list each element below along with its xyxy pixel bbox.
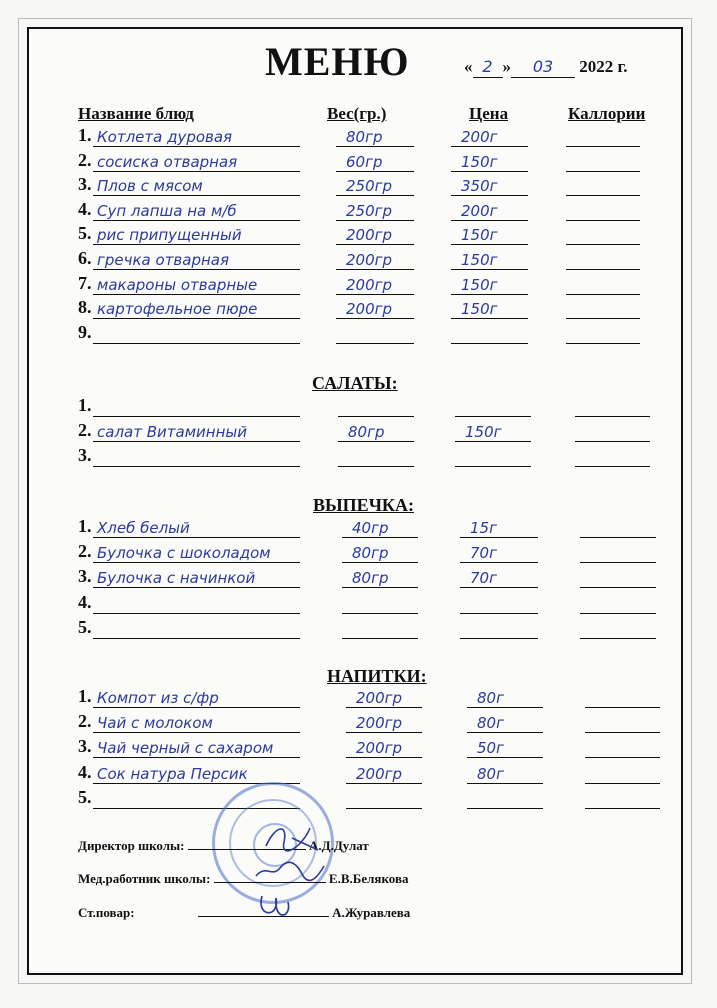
cook-signature-mark	[252, 888, 302, 928]
dish-weight: 200гр	[356, 689, 403, 707]
row-number: 2.	[78, 541, 92, 562]
menu-row	[0, 199, 717, 223]
calories-blank	[585, 707, 660, 708]
dish-price: 200г	[461, 128, 498, 146]
calories-blank	[580, 587, 656, 588]
calories-blank	[585, 757, 660, 758]
date-month: 03	[532, 57, 554, 76]
dish-name: гречка отварная	[97, 251, 230, 269]
dish-price: 350г	[461, 177, 498, 196]
row-number: 1.	[78, 395, 92, 415]
signature-role: Директор школы:	[78, 838, 185, 853]
header-dish: Название блюд	[78, 104, 194, 123]
row-number: 5.	[78, 786, 92, 807]
dish-name: Суп лапша на м/б	[97, 201, 237, 220]
date-year: 2022 г.	[579, 57, 628, 76]
dish-name: Булочка с начинкой	[97, 569, 256, 588]
dish-price: 80г	[477, 689, 504, 707]
dish-price: 15г	[470, 519, 497, 537]
row-number: 4.	[78, 198, 92, 219]
calories-blank	[566, 343, 640, 344]
signature-name: Е.В.Белякова	[328, 871, 409, 886]
menu-row	[0, 762, 717, 786]
calories-blank	[585, 783, 660, 784]
calories-blank	[566, 294, 640, 295]
calories-blank	[566, 318, 640, 319]
dish-weight: 80гр	[346, 128, 383, 146]
menu-row	[0, 248, 717, 272]
menu-date	[464, 57, 628, 78]
menu-row	[0, 686, 717, 710]
row-number: 3.	[78, 174, 92, 195]
menu-row	[0, 445, 717, 469]
salads-title: САЛАТЫ:	[312, 373, 398, 393]
dish-name: Котлета дуровая	[97, 128, 233, 146]
calories-blank	[585, 732, 660, 733]
row-number: 6.	[78, 248, 92, 268]
dish-weight: 60гр	[346, 152, 383, 171]
row-number: 4.	[78, 591, 92, 612]
dish-weight: 200гр	[356, 764, 403, 783]
date-day: 2	[482, 57, 493, 76]
bakery-title: ВЫПЕЧКА:	[313, 495, 414, 515]
menu-row	[0, 174, 717, 198]
dish-weight: 200гр	[356, 714, 403, 733]
dish-name: рис припущенный	[97, 226, 242, 245]
signature-medic	[78, 871, 408, 887]
row-number: 5.	[78, 616, 92, 637]
signature-cook	[78, 905, 410, 921]
row-number: 4.	[78, 761, 92, 782]
dish-price: 150г	[461, 226, 498, 245]
dish-weight: 80гр	[352, 569, 389, 588]
dish-name: Хлеб белый	[97, 519, 190, 537]
dish-price: 80г	[477, 764, 504, 783]
calories-blank	[566, 171, 640, 172]
menu-row	[0, 273, 717, 297]
dish-price: 80г	[477, 714, 504, 733]
calories-blank	[580, 638, 656, 639]
dish-price: 150г	[461, 152, 498, 171]
dish-price: 50г	[477, 739, 504, 758]
menu-row	[0, 592, 717, 616]
menu-row	[0, 617, 717, 641]
signature-name: А.Журавлева	[332, 905, 411, 920]
director-signature-mark	[258, 818, 328, 858]
menu-row	[0, 541, 717, 565]
drinks-title: НАПИТКИ:	[327, 666, 427, 686]
dish-name: Чай с молоком	[97, 714, 213, 733]
signature-name: А.Д.Дулат	[309, 838, 369, 853]
dish-price: 150г	[461, 251, 498, 269]
dish-price: 70г	[470, 569, 497, 588]
calories-blank	[566, 220, 640, 221]
dish-name: Чай черный с сахаром	[97, 739, 274, 758]
menu-row	[0, 125, 717, 149]
dish-name: картофельное пюре	[97, 300, 258, 319]
dish-weight: 200гр	[346, 275, 393, 294]
menu-row	[0, 420, 717, 444]
signature-role: Мед.работник школы:	[78, 871, 211, 886]
menu-row	[0, 395, 717, 419]
dish-weight: 200гр	[346, 300, 393, 319]
dish-weight: 250гр	[346, 201, 393, 220]
menu-row	[0, 566, 717, 590]
medic-signature-mark	[250, 856, 330, 886]
calories-blank	[575, 441, 650, 442]
row-number: 9.	[78, 321, 92, 342]
row-number: 8.	[78, 297, 92, 318]
header-weight: Вес(гр.)	[327, 104, 387, 123]
dish-weight: 200гр	[356, 739, 403, 758]
header-price: Цена	[469, 104, 509, 123]
signature-role: Ст.повар:	[78, 905, 135, 920]
dish-price: 150г	[461, 275, 498, 294]
calories-blank	[580, 537, 656, 538]
date-open-quote: «	[464, 57, 473, 76]
row-number: 5.	[78, 223, 92, 244]
dish-price: 150г	[465, 423, 502, 441]
dish-name: Сок натура Персик	[97, 764, 248, 783]
row-number: 3.	[78, 736, 92, 757]
header-calories: Каллории	[568, 104, 646, 123]
row-number: 2.	[78, 711, 92, 732]
calories-blank	[580, 613, 656, 614]
dish-name: макароны отварные	[97, 275, 258, 294]
menu-row	[0, 150, 717, 174]
calories-blank	[575, 416, 650, 417]
dish-price: 200г	[461, 201, 498, 220]
menu-title: МЕНЮ	[265, 39, 410, 84]
dish-weight: 80гр	[348, 423, 385, 441]
dish-weight: 250гр	[346, 177, 393, 196]
dish-name: Булочка с шоколадом	[97, 544, 271, 563]
calories-blank	[566, 269, 640, 270]
row-number: 3.	[78, 445, 92, 465]
row-number: 1.	[78, 516, 92, 536]
dish-price: 70г	[470, 544, 497, 563]
dish-name: салат Витаминный	[97, 423, 247, 441]
calories-blank	[566, 244, 640, 245]
menu-row	[0, 787, 717, 811]
row-number: 2.	[78, 149, 92, 170]
dish-weight: 200гр	[346, 226, 393, 245]
dish-weight: 40гр	[352, 519, 389, 537]
dish-name: сосиска отварная	[97, 152, 238, 171]
calories-blank	[585, 808, 660, 809]
dish-name: Плов с мясом	[97, 177, 203, 196]
menu-row	[0, 223, 717, 247]
menu-row	[0, 711, 717, 735]
calories-blank	[580, 562, 656, 563]
date-close-quote: »	[502, 57, 511, 76]
row-number: 2.	[78, 420, 92, 440]
menu-row	[0, 736, 717, 760]
calories-blank	[566, 146, 640, 147]
row-number: 3.	[78, 566, 92, 587]
dish-weight: 200гр	[346, 251, 393, 269]
dish-name: Компот из с/фр	[97, 689, 219, 707]
menu-row	[0, 516, 717, 540]
dish-price: 150г	[461, 300, 498, 319]
row-number: 7.	[78, 272, 92, 293]
row-number: 1.	[78, 686, 92, 706]
menu-row	[0, 297, 717, 321]
row-number: 1.	[78, 125, 92, 145]
calories-blank	[566, 195, 640, 196]
menu-row	[0, 322, 717, 346]
dish-weight: 80гр	[352, 544, 389, 563]
calories-blank	[575, 466, 650, 467]
